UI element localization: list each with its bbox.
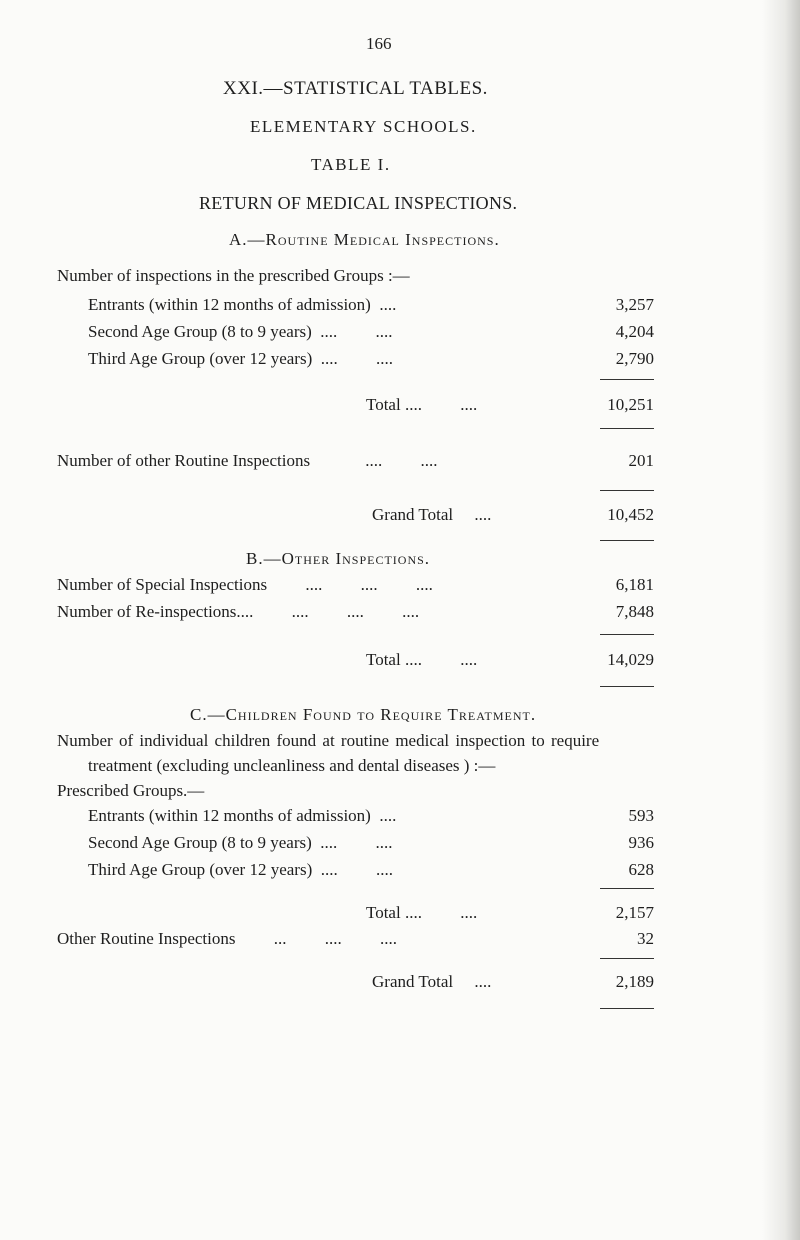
section-c-groups-label: Prescribed Groups.— [57, 781, 205, 800]
divider-rule [600, 428, 654, 429]
document-heading: XXI.—STATISTICAL TABLES. [223, 78, 488, 99]
section-a-row-value: 2,790 [615, 349, 654, 368]
divider-rule [600, 888, 654, 889]
document-subheading: ELEMENTARY SCHOOLS. [250, 117, 477, 136]
section-a-total-value: 10,251 [607, 395, 654, 414]
page-number: 166 [366, 34, 392, 53]
section-c-other-value: 32 [637, 929, 654, 948]
section-c-row-label: Third Age Group (over 12 years) .... .... [88, 860, 393, 879]
section-a-title: A.—Routine Medical Inspections. [229, 230, 500, 249]
section-a-other-label: Number of other Routine Inspections .... .... [57, 451, 438, 470]
section-c-row-value: 593 [628, 806, 654, 825]
section-c-intro-line: Number of individual children found at routine medical inspection to require [57, 731, 600, 750]
divider-rule [600, 1008, 654, 1009]
section-c-total-label: Total .... .... [366, 903, 478, 922]
section-a-other-value: 201 [628, 451, 654, 470]
table-title: RETURN OF MEDICAL INSPECTIONS. [199, 193, 518, 213]
section-a-row-value: 3,257 [615, 295, 654, 314]
section-c-grand-total-label: Grand Total .... [372, 972, 492, 991]
section-a-grand-total-value: 10,452 [607, 505, 654, 524]
table-label: TABLE I. [311, 155, 391, 174]
section-a-grand-total-label: Grand Total .... [372, 505, 492, 524]
section-a-row-label: Third Age Group (over 12 years) .... .... [88, 349, 393, 368]
section-c-row-value: 628 [628, 860, 654, 879]
section-b-row-label: Number of Special Inspections .... .... .... [57, 575, 433, 594]
section-c-row-value: 936 [628, 833, 654, 852]
section-c-other-label: Other Routine Inspections ... .... .... [57, 929, 397, 948]
section-c-row-label: Second Age Group (8 to 9 years) .... .... [88, 833, 393, 852]
section-a-row-label: Entrants (within 12 months of admission) .... [88, 295, 397, 314]
divider-rule [600, 958, 654, 959]
section-a-row-value: 4,204 [615, 322, 654, 341]
divider-rule [600, 634, 654, 635]
section-b-title: B.—Other Inspections. [246, 549, 431, 568]
section-b-row-value: 7,848 [615, 602, 654, 621]
section-c-total-value: 2,157 [615, 903, 654, 922]
section-b-row-value: 6,181 [615, 575, 654, 594]
divider-rule [600, 540, 654, 541]
section-a-intro: Number of inspections in the prescribed Groups :— [57, 266, 410, 285]
page-edge-shadow [762, 0, 800, 1240]
section-a-total-label: Total .... .... [366, 395, 478, 414]
section-c-title: C.—Children Found to Require Treatment. [190, 705, 537, 724]
divider-rule [600, 686, 654, 687]
divider-rule [600, 490, 654, 491]
section-c-grand-total-value: 2,189 [615, 972, 654, 991]
section-c-intro-line: treatment (excluding uncleanliness and dental diseases ) :— [88, 756, 496, 775]
section-b-total-label: Total .... .... [366, 650, 478, 669]
section-c-row-label: Entrants (within 12 months of admission) .... [88, 806, 397, 825]
section-b-total-value: 14,029 [607, 650, 654, 669]
divider-rule [600, 379, 654, 380]
section-a-row-label: Second Age Group (8 to 9 years) .... .... [88, 322, 393, 341]
section-b-row-label: Number of Re-inspections.... .... .... .... [57, 602, 420, 621]
